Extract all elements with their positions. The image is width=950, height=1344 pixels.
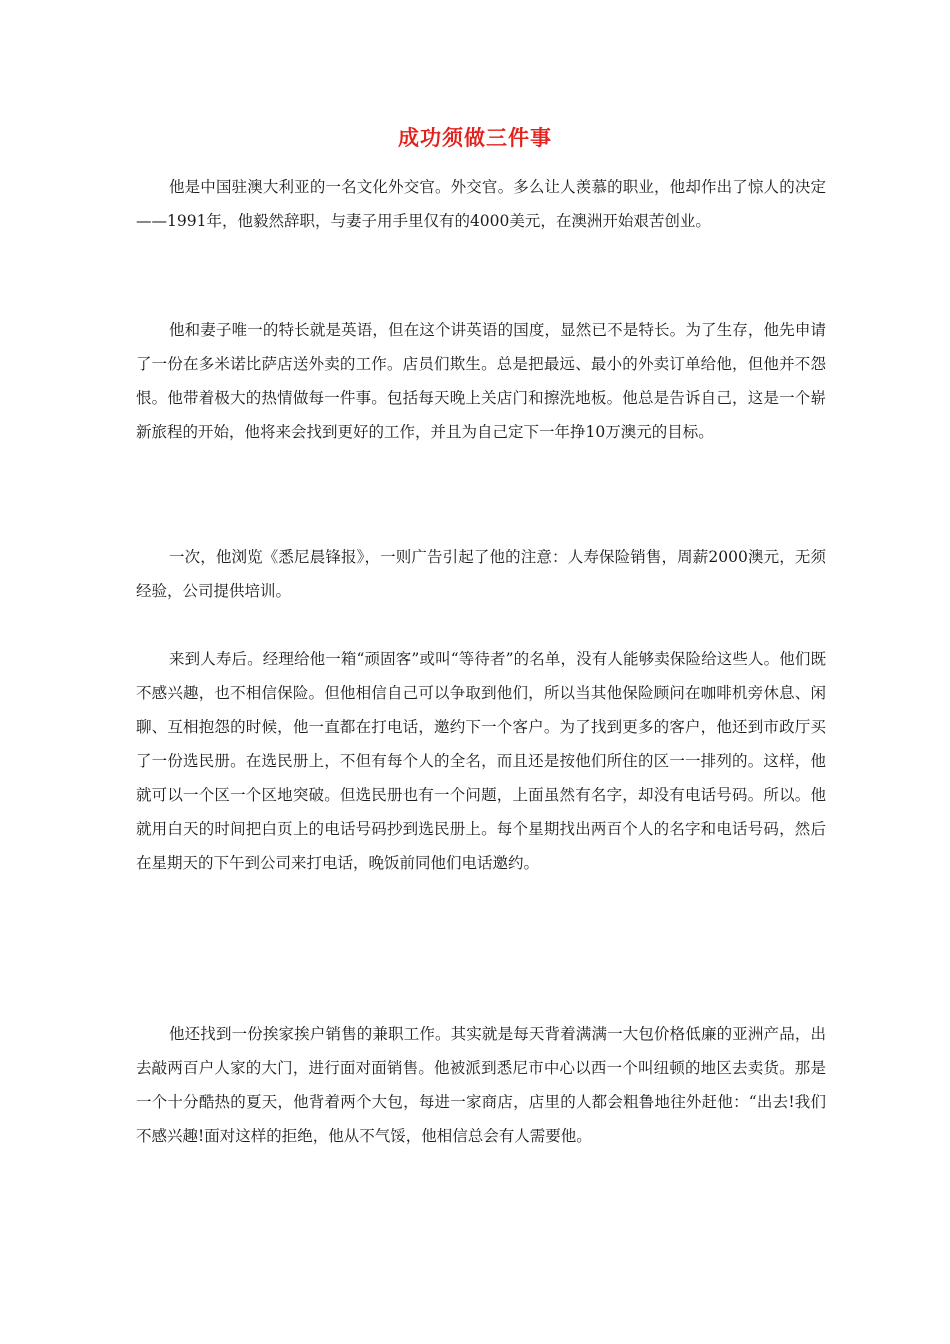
paragraph: 他和妻子唯一的特长就是英语，但在这个讲英语的国度，显然已不是特长。为了生存，他先申请了一份在多米诺比萨店送外卖的工作。店员们欺生。总是把最远、最小的外卖订单给他，但他并不怨恨。他带着极大的热情做每一件事。包括每天晚上关店门和擦洗地板。他总是告诉自己，这是一个崭新旅程的开始，他将来会找到更好的工作，并且为自己定下一年挣10万澳元的目标。: [136, 321, 826, 441]
document-title: 成功须做三件事: [398, 126, 552, 150]
paragraph: 来到人寿后。经理给他一箱“顽固客”或叫“等待者”的名单，没有人能够卖保险给这些人。他们既不感兴趣，也不相信保险。但他相信自己可以争取到他们，所以当其他保险顾问在咖啡机旁休息、闲聊、互相抱怨的时候，他一直都在打电话，邀约下一个客户。为了找到更多的客户，他还到市政厅买了一份选民册。在选民册上，不但有每个人的全名，而且还是按他们所住的区一一排列的。这样，他就可以一个区一个区地突破。但选民册也有一个问题，上面虽然有名字，却没有电话号码。所以。他就用白天的时间把白页上的电话号码抄到选民册上。每个星期找出两百个人的名字和电话号码，然后在星期天的下午到公司来打电话，晚饭前同他们电话邀约。: [136, 650, 826, 872]
paragraph: 他还找到一份挨家挨户销售的兼职工作。其实就是每天背着满满一大包价格低廉的亚洲产品，出去敲两百户人家的大门，进行面对面销售。他被派到悉尼市中心以西一个叫纽顿的地区去卖货。那是一个十分酷热的夏天，他背着两个大包，每进一家商店，店里的人都会粗鲁地往外赶他：“出去!我们不感兴趣!面对这样的拒绝，他从不气馁，他相信总会有人需要他。: [136, 1025, 826, 1145]
paragraph: 一次，他浏览《悉尼晨锋报》，一则广告引起了他的注意：人寿保险销售，周薪2000澳元，无须经验，公司提供培训。: [136, 548, 826, 600]
paragraph: 他是中国驻澳大利亚的一名文化外交官。外交官。多么让人羡慕的职业，他却作出了惊人的决定——1991年，他毅然辞职，与妻子用手里仅有的4000美元，在澳洲开始艰苦创业。: [136, 178, 826, 230]
